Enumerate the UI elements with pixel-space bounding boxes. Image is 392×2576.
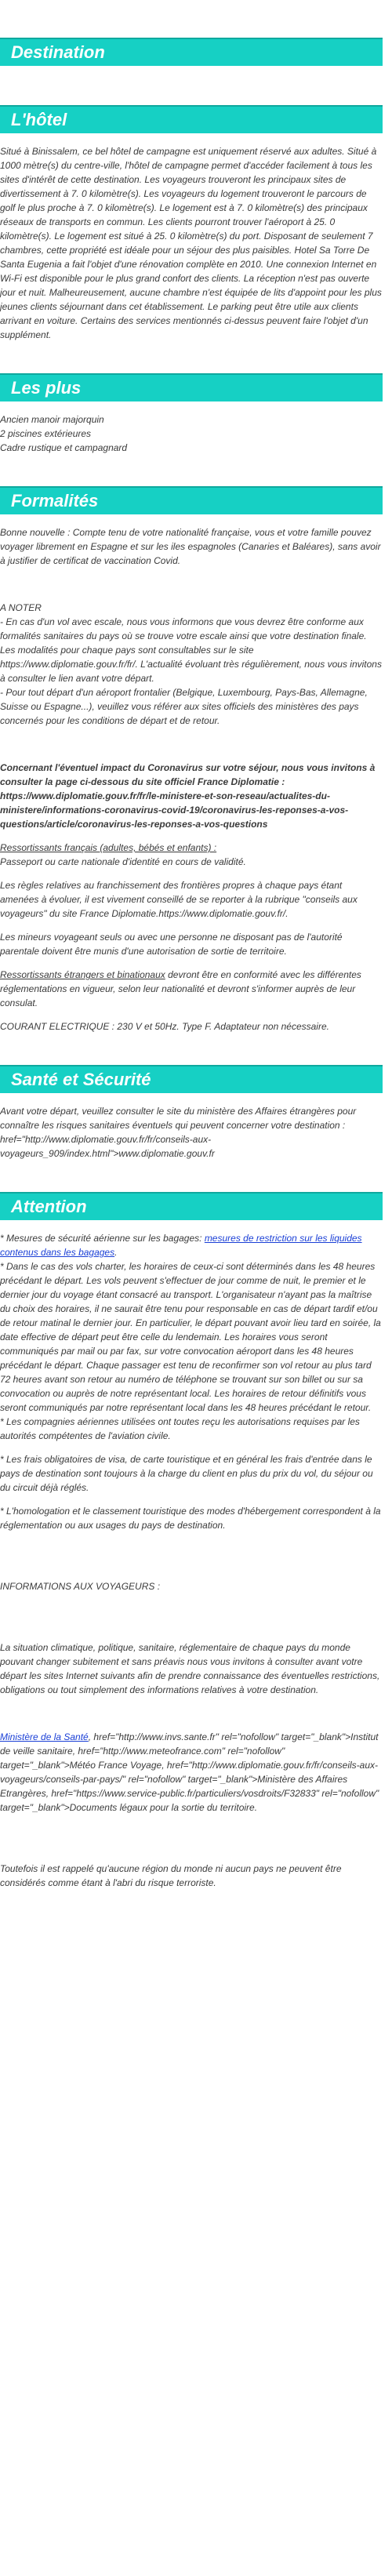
etrangers-paragraph (0, 968, 383, 1010)
info-voyageurs-title: INFORMATIONS AUX VOYAGEURS : (0, 1581, 161, 1592)
page (0, 38, 392, 1915)
list-item: Cadre rustique et campagnard (0, 442, 128, 453)
mineurs-text: Les mineurs voyageant seuls ou avec une personne ne disposant pas de l'autorité parentale doivent être munis d'une autorisation de sortie de territoire. (0, 932, 343, 957)
sante-text: Avant votre départ, veuillez consulter le site du ministère des Affaires étrangères pour connaître les risques sanitaires éventuels qui peuvent concerner votre destination : href="http://www.diplomatie.gouv.fr/fr/conseils-aux-voyageurs_909/index.html">www.diplomatie.gouv.fr (0, 1106, 357, 1159)
francais-label: Ressortissants français (adultes, bébés et enfants) : (0, 842, 217, 853)
mesures-paragraph (0, 1231, 383, 1259)
francais-text: Passeport ou carte nationale d'identité en cours de validité. (0, 856, 246, 867)
etrangers-label: Ressortissants étrangers et binationaux (0, 969, 165, 980)
homologation-text: * L'homologation et le classement touristique des modes d'hébergement correspondent à la réglementation ou aux usages du pays de destination. (0, 1506, 381, 1531)
section-title-destination: Destination (0, 38, 383, 66)
mesures-prefix: * Mesures de sécurité aérienne sur les bagages: (0, 1233, 205, 1244)
compagnies-text: * Les compagnies aériennes utilisées ont toutes reçu les autorisations requises par les autorités compétentes de l'aviation civile. (0, 1416, 360, 1441)
formalites-intro: Bonne nouvelle : Compte tenu de votre nationalité française, vous et votre famille pouvez voyager librement en Espagne et sur les iles espagnoles (Canaries et Baléares), sans avoir à justifier de certificat de vaccination Covid. (0, 527, 381, 566)
section-title-plus: Les plus (0, 373, 383, 401)
section-title-hotel: L'hôtel (0, 105, 383, 133)
mesures-link[interactable]: mesures de restriction sur les liquides contenus dans les bagages (0, 1233, 362, 1258)
noter-title: A NOTER (0, 602, 42, 613)
links-text: , href="http://www.invs.sante.fr" rel="nofollow" target="_blank">Institut de veille sanitaire, href="http://www.meteofrance.com" rel="nofollow" target="_blank">Météo France Voyage, href="http://www.diplomatie.gouv.fr/fr/conseils-aux-voyageurs/conseils-par-pays/" rel="nofollow" target="_blank">Ministère des Affaires Etrangères, href="https://www.service-public.fr/particuliers/vosdroits/F32833" rel="nofollow" target="_blank">Documents légaux pour la sortie du territoire. (0, 1731, 379, 1813)
vols-charter-text: * Dans le cas des vols charter, les horaires de ceux-ci sont déterminés dans les 48 heures précédant le départ. Les vols peuvent s'effectuer de jour comme de nuit, le premier et le dernier jour du voyage étant consacré au transport. L'organisateur n'ayant pas la maîtrise du choix des horaires, il ne saurait être tenu pour responsable en cas de départ tardif et/ou de retour matinal le dernier jour. En particulier, le départ pouvant avoir lieu tard en soirée, la date effective de départ peut être celle du lendemain. Les horaires vous seront communiqués par mail ou par fax, sur votre convocation aéroport dans les 48 heures précédant le départ. Chaque passager est tenu de reconfirmer son vol retour au plus tard 72 heures avant son retour au numéro de téléphone se trouvant sur son billet ou sur sa convocation ou auprès de notre représentant local. Les horaires de retour définitifs vous seront communiqués par notre représentant local dans les 48 heures précédant le retour. (0, 1261, 381, 1413)
hotel-description: Situé à Binissalem, ce bel hôtel de campagne est uniquement réservé aux adultes. Situé à 1000 mètre(s) du centre-ville, l'hôtel de campagne permet d'accéder facilement à tous les sites d'intérêt de cette destination. Les voyageurs trouveront les principaux sites de divertissement à 7. 0 kilomètre(s). Les voyageurs du logement trouveront le parcours de golf le plus proche à 7. 0 kilomètre(s). Le logement est à 7. 0 kilomètre(s) des principaux réseaux de transports en commun. Les clients pourront trouver l'aéroport à 25. 0 kilomètre(s). Le logement est situé à 25. 0 kilomètre(s) du port. Disposant de seulement 7 chambres, cette propriété est idéale pour un séjour des plus paisibles. Hotel Sa Torre De Santa Eugenia a fait l'objet d'une rénovation complète en 2010. Une connexion Internet en Wi-Fi est disponible pour le plus grand confort des clients. La réception n'est pas ouverte jour et nuit. Malheureusement, aucune chambre n'est équipée de lits d'appoint pour les plus jeunes clients séjournant dans cet établissement. Le parking peut être utile aux clients arrivant en voiture. Certains des services mentionnés ci-dessus peuvent faire l'objet d'un supplément. (0, 146, 382, 340)
etrangers-text: devront être en conformité avec les différentes réglementations en vigueur, selon leur nationalité et devront s'informer auprès de leur consulat. (0, 969, 361, 1008)
list-item: Ancien manoir majorquin (0, 414, 104, 425)
situation-text: La situation climatique, politique, sanitaire, réglementaire de chaque pays du monde pouvant changer subitement et sans préavis nous vous invitons à consulter avant votre départ les sites Internet suivants afin de prendre connaissance des éventuelles restrictions, obligations ou tout simplement des informations relatives à votre destination. (0, 1642, 380, 1695)
mesures-suffix: . (114, 1247, 118, 1258)
list-item: 2 piscines extérieures (0, 428, 92, 439)
noter-frontalier: - Pour tout départ d'un aéroport frontalier (Belgique, Luxembourg, Pays-Bas, Allemagne, Suisse ou Espagne...), veuillez vous référer aux sites officiels des ministères des pays concernés pour les conditions de départ et de retour. (0, 687, 368, 726)
section-title-sante: Santé et Sécurité (0, 1065, 383, 1093)
frais-text: * Les frais obligatoires de visa, de carte touristique et en général les frais d'entrée dans le pays de destination sont toujours à la charge du client en plus du prix du vol, du séjour ou du circuit déjà réglés. (0, 1454, 373, 1493)
ministere-sante-link[interactable]: Ministère de la Santé (0, 1731, 89, 1742)
covid-notice: Concernant l'éventuel impact du Coronavirus sur votre séjour, nous vous invitons à consulter la page ci-dessous du site officiel France Diplomatie : https://www.diplomatie.gouv.fr/fr/le-ministere-et-son-reseau/actualites-du-ministere/informations-coronavirus-covid-19/coronavirus-les-reponses-a-vos-questions/article/coronavirus-les-reponses-a-vos-questions (0, 762, 376, 830)
links-paragraph (0, 1730, 383, 1815)
courant-text: COURANT ELECTRIQUE : 230 V et 50Hz. Type F. Adaptateur non nécessaire. (0, 1021, 329, 1032)
regles-text: Les règles relatives au franchissement des frontières propres à chaque pays étant amenées à évoluer, il est vivement conseillé de se reporter à la rubrique "conseils aux voyageurs" du site France Diplomatie.https://www.diplomatie.gouv.fr/. (0, 880, 358, 919)
noter-modalites: Les modalités pour chaque pays sont consultables sur le site https://www.diplomatie.gouv.fr/fr/. L'actualité évoluant très régulièrement, nous vous invitons à consulter le lien avant votre départ. (0, 645, 382, 684)
section-title-attention: Attention (0, 1192, 383, 1220)
plus-list (0, 412, 383, 455)
toutefois-text: Toutefois il est rappelé qu'aucune région du monde ni aucun pays ne peuvent être considérés comme étant à l'abri du risque terroriste. (0, 1863, 342, 1888)
noter-escale: - En cas d'un vol avec escale, nous vous informons que vous devrez être conforme aux formalités sanitaires du pays où se trouve votre escale ainsi que votre destination finale. (0, 616, 367, 641)
section-title-formalites: Formalités (0, 486, 383, 514)
